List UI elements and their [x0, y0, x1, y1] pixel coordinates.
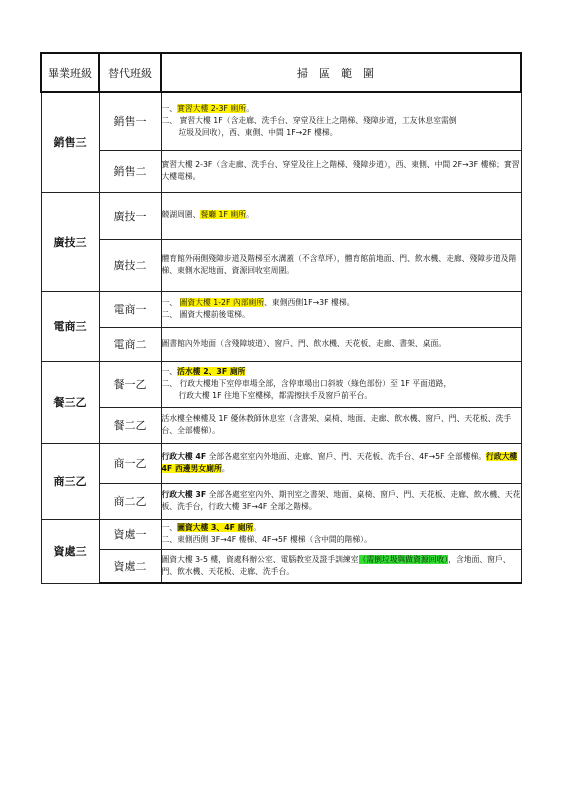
area-cell — [161, 192, 521, 239]
substitute-class-cell: 廣技一 — [99, 192, 161, 239]
table-row — [41, 327, 521, 361]
substitute-class-cell: 餐一乙 — [99, 361, 161, 407]
area-text: 行政大樓 1F 往地下室樓梯，都需擦扶手及窗戶前平台。 — [178, 391, 373, 401]
area-cell — [161, 291, 521, 327]
area-text: 。 — [253, 522, 262, 532]
graduating-class-cell: 電商三 — [41, 291, 99, 361]
substitute-class-cell: 電商二 — [99, 327, 161, 361]
substitute-class-cell: 商一乙 — [99, 443, 161, 483]
substitute-class-cell: 商二乙 — [99, 483, 161, 519]
header-area: 掃區範圍 — [161, 53, 521, 92]
area-text: 實習大樓 2-3F（含走廊、洗手台、穿堂及往上之階梯、殘障步道），西、東側、中間 2F→3F 樓梯；實習大樓電梯。 — [161, 159, 520, 181]
area-text: 行政大樓 3F — [161, 489, 207, 499]
area-cell — [161, 443, 521, 483]
area-line — [162, 522, 521, 534]
graduating-class-cell: 商三乙 — [41, 443, 99, 519]
area-text: 活水樓全棟樓及 1F 優休教師休息室（含書架、桌椅、地面、走廊、飲水機、窗戶、門、天花板、洗手台、全部樓梯）。 — [161, 413, 512, 435]
area-line — [162, 413, 521, 437]
table-row — [41, 483, 521, 519]
area-line — [162, 115, 521, 127]
highlighted-text: 行政大樓 4F 西邊男女廁所 — [161, 451, 518, 473]
area-cell — [161, 407, 521, 443]
area-cell — [161, 150, 521, 192]
area-cell — [161, 92, 521, 150]
substitute-class-cell: 資處二 — [99, 549, 161, 583]
table-row — [41, 407, 521, 443]
area-text: 。 — [221, 464, 230, 473]
area-text: 二、 行政大樓地下室停車場全部，含停車場出口斜坡（綠色部份）至 1F 平面道路， — [161, 378, 452, 388]
area-text: 行政大樓 4F — [161, 451, 207, 461]
area-text: 二、東側西側 3F→4F 樓梯、4F→5F 樓梯（含中間的階梯）。 — [161, 535, 372, 544]
header-sub-class: 替代班級 — [99, 53, 161, 92]
area-line — [162, 451, 521, 475]
graduating-class-cell: 廣技三 — [41, 192, 99, 291]
table-row — [41, 150, 521, 192]
substitute-class-cell: 銷售二 — [99, 150, 161, 192]
area-line — [162, 489, 521, 513]
area-cell — [161, 519, 521, 549]
area-line — [162, 103, 521, 115]
table-row — [41, 519, 521, 549]
table-row — [41, 239, 521, 291]
area-text: 二、 圖資大樓前後電梯。 — [161, 310, 250, 319]
header-grad-class: 畢業班級 — [41, 53, 99, 92]
graduating-class-cell: 銷售三 — [41, 92, 99, 192]
substitute-class-cell: 廣技二 — [99, 239, 161, 291]
area-text: 圖資大樓 3-5 樓，資處科辦公室、電腦教室及證手訓練室 — [161, 554, 359, 564]
table-row — [41, 192, 521, 239]
highlighted-text: 餐廳 1F 廁所 — [200, 210, 247, 220]
area-line — [162, 209, 521, 221]
substitute-class-cell: 餐二乙 — [99, 407, 161, 443]
area-line — [162, 297, 521, 309]
area-text: 二、 實習大樓 1F（含走廊、洗手台、穿堂及往上之階梯、殘障步道，工友休息室需倒 — [161, 116, 457, 126]
area-text: 、東側西側1F→3F 樓梯。 — [264, 297, 355, 307]
highlighted-text: （需倒垃圾與做資源回收） — [358, 554, 449, 564]
area-text: 一、 — [161, 522, 178, 532]
highlighted-text: 實習大樓 2-3F 廁所 — [177, 104, 247, 114]
substitute-class-cell: 資處一 — [99, 519, 161, 549]
table-row — [41, 92, 521, 150]
cleaning-area-table — [40, 52, 522, 584]
substitute-class-cell: 電商一 — [99, 291, 161, 327]
area-line — [162, 159, 521, 183]
area-line — [162, 366, 521, 378]
area-text: 全部各處室室內外、期刊室之書架、地面、桌椅、窗戶、門、天花板、走廊、飲水機、天花板、洗手台，行政大樓 3F→4F 全部之階梯。 — [161, 489, 521, 511]
area-cell — [161, 327, 521, 361]
area-text: 。 — [246, 104, 254, 114]
area-line — [162, 554, 521, 578]
header-row — [41, 53, 521, 92]
area-text: 一、 — [161, 297, 180, 307]
highlighted-text: 圖資大樓 1-2F 內部廁所 — [179, 297, 265, 307]
area-text: 一、 — [161, 104, 178, 114]
area-line — [162, 338, 521, 350]
substitute-class-cell: 銷售一 — [99, 92, 161, 150]
area-text: 競湖周圍、 — [161, 210, 201, 220]
table-row — [41, 443, 521, 483]
area-line — [162, 309, 521, 321]
area-line — [162, 127, 521, 139]
area-text: ，含地面、窗戶、門、飲水機、天花板、走廊、洗手台。 — [161, 554, 511, 576]
area-text: 一、 — [161, 366, 178, 376]
graduating-class-cell: 餐三乙 — [41, 361, 99, 443]
table-row — [41, 549, 521, 583]
area-cell — [161, 549, 521, 583]
highlighted-text: 圖資大樓 3、4F 廁所 — [177, 522, 254, 532]
table-row — [41, 291, 521, 327]
area-text: 垃圾及回收），西、東側、中間 1F→2F 樓梯。 — [178, 128, 338, 138]
area-line — [162, 534, 521, 546]
area-line — [162, 390, 521, 402]
area-cell — [161, 239, 521, 291]
area-cell — [161, 361, 521, 407]
area-line — [162, 378, 521, 390]
area-text: 體育館外兩側殘障步道及階梯至水溝蓋（不含草坪），體育館前地面、門、飲水機、走廊、殘障步道及階梯、東側水泥地面、資源回收室周圍。 — [161, 253, 517, 275]
area-line — [162, 253, 521, 277]
table-row — [41, 361, 521, 407]
area-text: 全部各處室室內外地面、走廊、窗戶、門、天花板、洗手台、4F→5F 全部樓梯。 — [206, 451, 487, 461]
area-text: 。 — [246, 210, 254, 220]
graduating-class-cell: 資處三 — [41, 519, 99, 583]
area-text: 圖書館內外地面（含殘障坡道）、窗戶、門、飲水機、天花板、走廊、書架、桌面。 — [161, 338, 447, 348]
area-cell — [161, 483, 521, 519]
highlighted-text: 活水樓 2、3F 廁所 — [177, 366, 246, 376]
